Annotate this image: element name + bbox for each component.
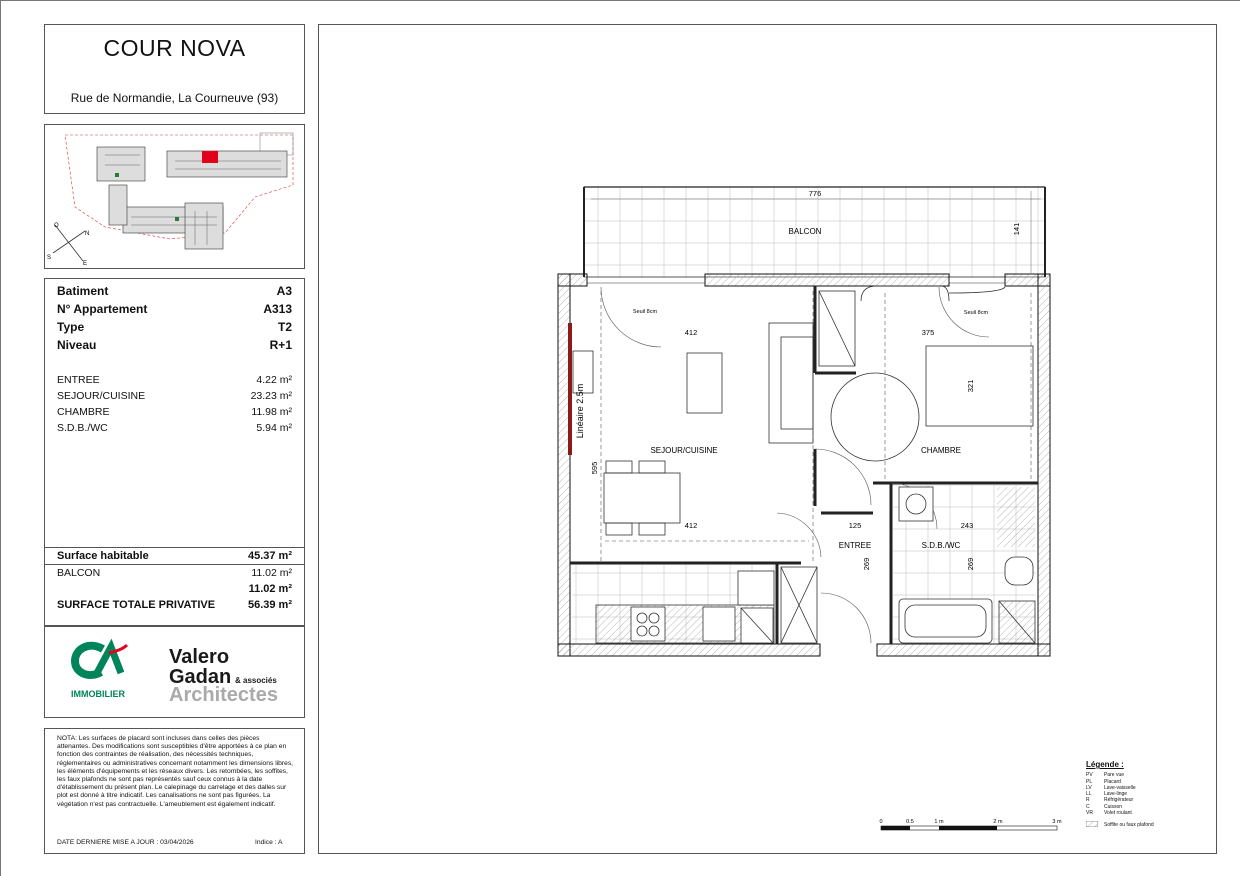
balcon-label: BALCON [57,567,101,579]
floor-plan-area [318,24,1217,854]
legend-hatch-item [1086,821,1154,829]
balcony-label: BALCON [788,227,822,236]
dim-entree-depth: 269 [862,557,871,571]
notes-block [44,728,305,854]
balcon-row [57,567,292,579]
info-row-batiment [57,284,292,298]
scale-label: 0 [879,819,883,825]
credit-agricole-logo [71,645,127,699]
room-label-sejour: SEJOUR/CUISINE [650,446,718,455]
compass-n: N [85,231,90,237]
legend-item: PV Pare vue [1086,772,1125,779]
surface-totale-label: SURFACE TOTALE PRIVATIVE [57,599,216,611]
logo-block [44,626,305,718]
balcony [584,187,1045,277]
legend-item: PL Placard [1086,778,1121,785]
room-label: SEJOUR/CUISINE [57,390,146,402]
legend-item: LL Lave-linge [1086,791,1128,798]
balcony-width-dim: 776 [808,189,822,198]
room-row-chambre [57,406,292,418]
room-label-sdb: S.D.B./WC [921,541,961,550]
floor-plan [319,25,1216,853]
room-row-sdb [57,422,292,434]
annex-total-value: 11.02 m² [248,583,292,595]
lineaire-label: Linéaire 2.5m [575,383,585,439]
living-furniture [573,323,813,535]
dim-sdb-width: 243 [960,521,974,530]
info-row-appartement [57,302,292,316]
apartment-location-marker [202,151,218,163]
arch-assoc: & associés [235,676,277,685]
scale-label: 3 m [1052,819,1062,825]
compass-o: O [54,223,59,229]
info-row-type [57,320,292,334]
surface-totale-value: 56.39 m² [247,599,292,611]
update-date: DATE DERNIERE MISE A JOUR : 03/04/2026 [57,838,194,846]
legend-item: C Cuisson [1086,803,1123,810]
room-label: S.D.B./WC [57,422,108,434]
divider [45,564,304,565]
info-label: Batiment [57,284,109,298]
surface-habitable-row [57,550,292,562]
threshold-label: Seuil 8cm [632,309,658,315]
compass-e: E [83,261,88,267]
balcony-depth-dim: 141 [1012,222,1021,236]
hatch-swatch-icon [1086,821,1098,827]
title-block [44,24,305,114]
divider [45,547,304,548]
room-label: CHAMBRE [57,406,110,418]
dim-chambre-depth: 321 [966,379,975,393]
legend-hatch-text: Soffite ou faux plafond [1104,822,1154,829]
legend-title: Légende : [1086,760,1124,769]
linear-kitchen-wall [568,323,572,455]
logos [45,627,304,717]
info-value: R+1 [269,338,292,352]
room-surface: 5.94 m² [256,422,292,434]
room-row-entree [57,374,292,386]
dim-sejour-width-2: 412 [684,521,698,530]
revision-index: Indice : A [255,838,283,846]
dim-chambre-width: 375 [921,328,935,337]
dim-sejour-width: 412 [684,328,698,337]
arch-line3: Architectes [169,684,278,706]
room-surface: 23.23 m² [250,390,292,402]
legend-item: LV Lave-vaisselle [1086,784,1136,791]
dim-entree-width: 125 [848,521,862,530]
arch-line1: Valero [169,646,230,668]
legend-item: VR Volet roulant [1086,810,1132,817]
room-surface: 11.98 m² [251,406,292,418]
valero-gadan-logo [169,646,278,706]
ca-immobilier-text: IMMOBILIER [71,689,125,699]
project-name: COUR NOVA [103,35,246,61]
scale-label: 0.5 [906,819,914,825]
scale-bar [879,819,1062,830]
project-address: Rue de Normandie, La Courneuve (93) [70,91,279,105]
notes-text: NOTA: Les surfaces de placard sont incluses dans celles des pièces attenantes. Des modifications sont susceptibles d'être apportées à ce plan en fonction des contraintes de réalisation, des nécessités techniques, réglementaires ou administratives concernant notamment les dimensions libres, les éléments d'équipements et les réseaux divers. Les retombées, les soffites, les faux plafonds ne sont pas représentés sauf ceux connus à la date d'établissement du présent plan. Le calepinage du carrelage et des dalles sur plot est donné à titre indicatif. Les canalisations ne sont pas figurées. La végétation n'est pas contractuelle. L'ameublement est également indicatif. [57,735,294,808]
legend [1086,762,1154,830]
surface-habitable-value: 45.37 m² [247,550,292,562]
room-label-chambre: CHAMBRE [920,446,962,455]
scale-label: 1 m [934,819,944,825]
room-label-entree: ENTREE [838,541,872,550]
threshold-label: Seuil 8cm [963,310,989,316]
info-value: A313 [263,302,292,316]
room-surface: 4.22 m² [256,374,292,386]
surface-table [44,278,305,626]
key-plan [44,124,305,269]
info-value: A3 [276,284,292,298]
compass-s: S [47,255,52,261]
key-plan-drawing [45,125,304,268]
info-row-niveau [57,338,292,352]
arch-line2: Gadan [169,666,232,688]
surface-habitable-label: Surface habitable [57,550,149,562]
legend-item: R Réfrigérateur [1086,797,1134,804]
surface-totale-row [57,599,292,611]
info-value: T2 [277,320,292,334]
annex-total-row [57,583,292,595]
room-label: ENTREE [57,374,100,386]
info-label: Niveau [57,338,97,352]
room-row-sejour [57,390,292,402]
info-label: N° Appartement [57,302,148,316]
info-label: Type [57,320,85,334]
dim-sejour-depth: 595 [590,461,599,475]
balcon-value: 11.02 m² [251,567,292,579]
dim-sdb-depth: 269 [966,557,975,571]
scale-label: 2 m [993,819,1003,825]
